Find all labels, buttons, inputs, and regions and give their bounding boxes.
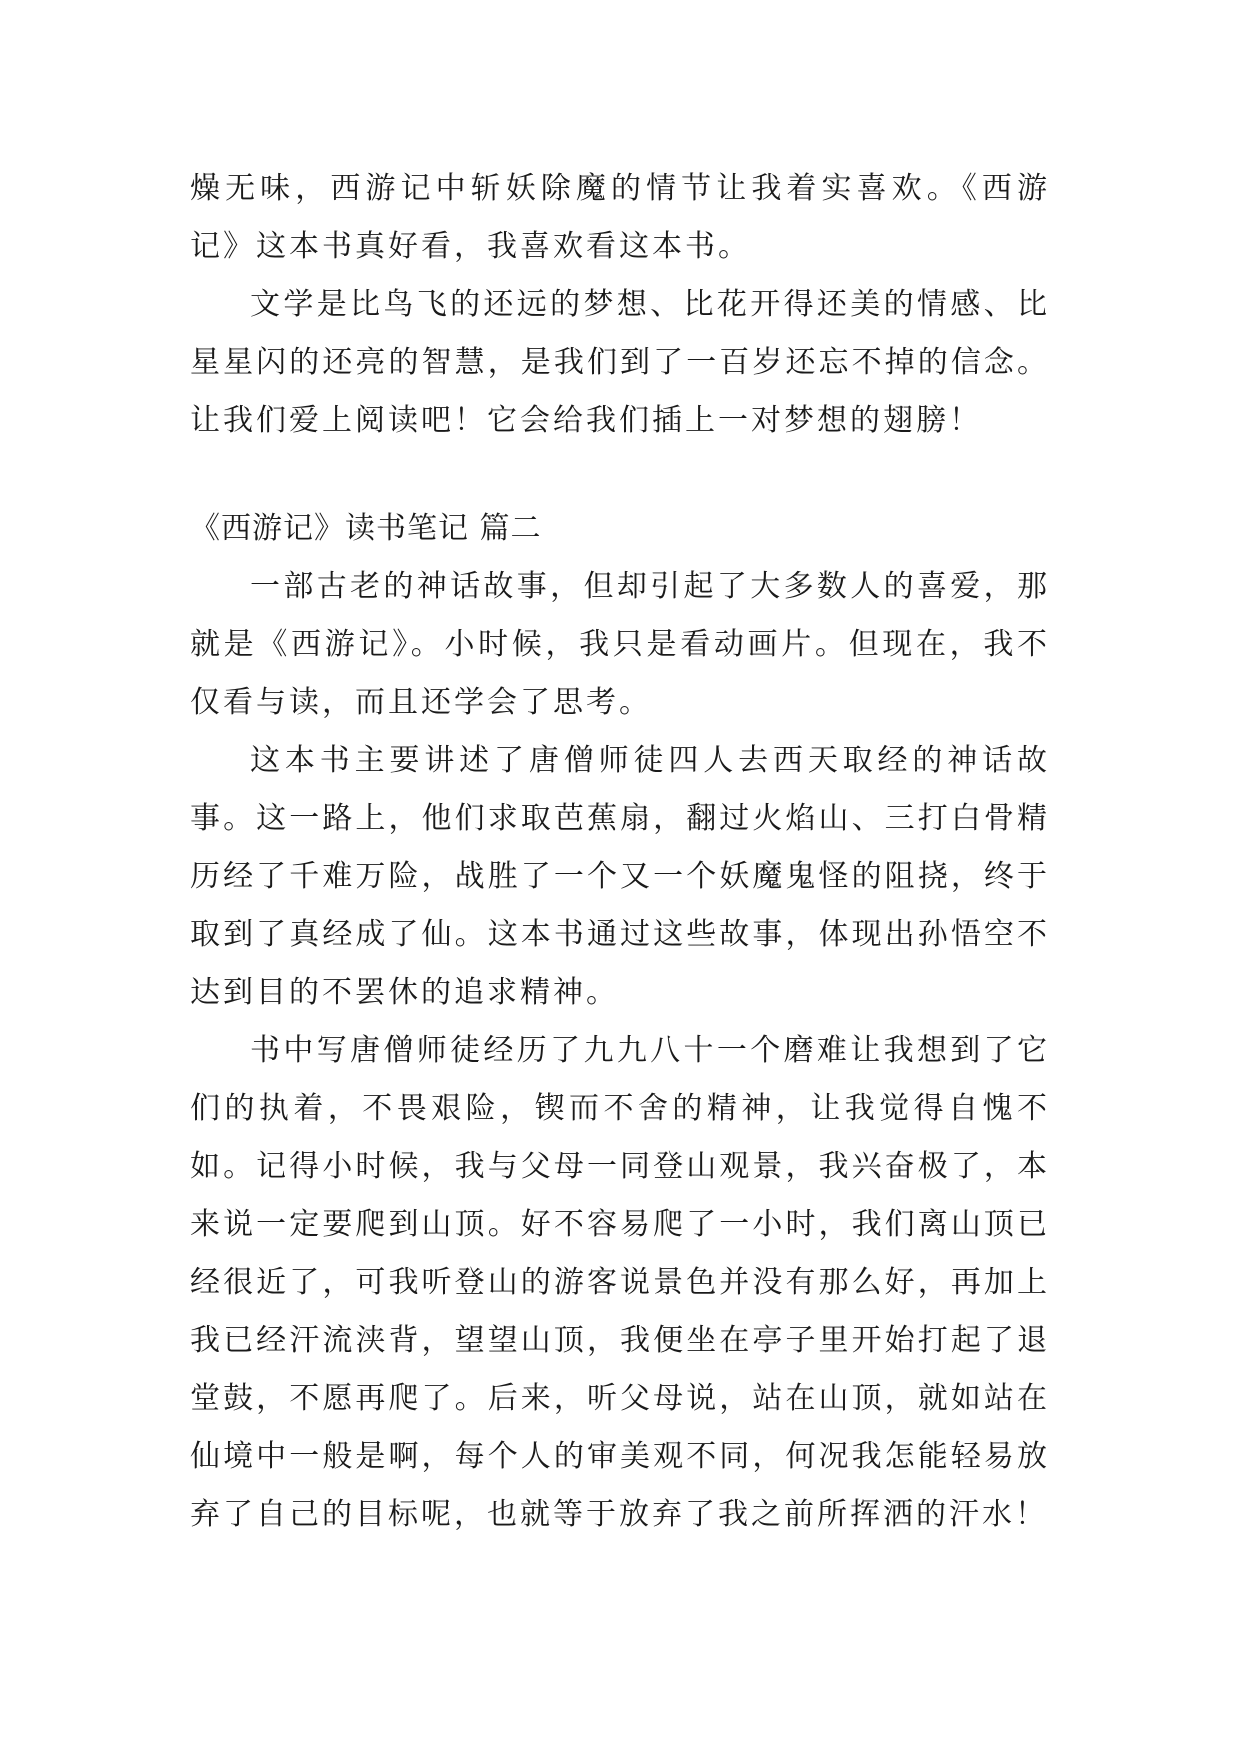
document-body: [190, 160, 1050, 1544]
section-title: 《西游记》读书笔记 篇二: [190, 511, 542, 546]
paragraph: 书中写唐僧师徒经历了九九八十一个磨难让我想到了它们的执着，不畏艰险，锲而不舍的精神，让我觉得自愧不如。记得小时候，我与父母一同登山观景，我兴奋极了，本来说一定要爬到山顶。好不容易爬了一小时，我们离山顶已经很近了，可我听登山的游客说景色并没有那么好，再加上我已经汗流浃背，望望山顶，我便坐在亭子里开始打起了退堂鼓，不愿再爬了。后来，听父母说，站在山顶，就如站在仙境中一般是啊，每个人的审美观不同，何况我怎能轻易放弃了自己的目标呢，也就等于放弃了我之前所挥洒的汗水！: [190, 1033, 1050, 1532]
paragraph-continued: 燥无味，西游记中斩妖除魔的情节让我着实喜欢。《西游记》这本书真好看，我喜欢看这本书。: [190, 171, 1050, 264]
paragraph: 文学是比鸟飞的还远的梦想、比花开得还美的情感、比星星闪的还亮的智慧，是我们到了一百岁还忘不掉的信念。让我们爱上阅读吧！它会给我们插上一对梦想的翅膀！: [190, 287, 1050, 438]
paragraph: 这本书主要讲述了唐僧师徒四人去西天取经的神话故事。这一路上，他们求取芭蕉扇，翻过火焰山、三打白骨精历经了千难万险，战胜了一个又一个妖魔鬼怪的阻挠，终于取到了真经成了仙。这本书通过这些故事，体现出孙悟空不达到目的不罢休的追求精神。: [190, 743, 1050, 1010]
paragraph: 一部古老的神话故事，但却引起了大多数人的喜爱，那就是《西游记》。小时候，我只是看动画片。但现在，我不仅看与读，而且还学会了思考。: [190, 569, 1050, 720]
